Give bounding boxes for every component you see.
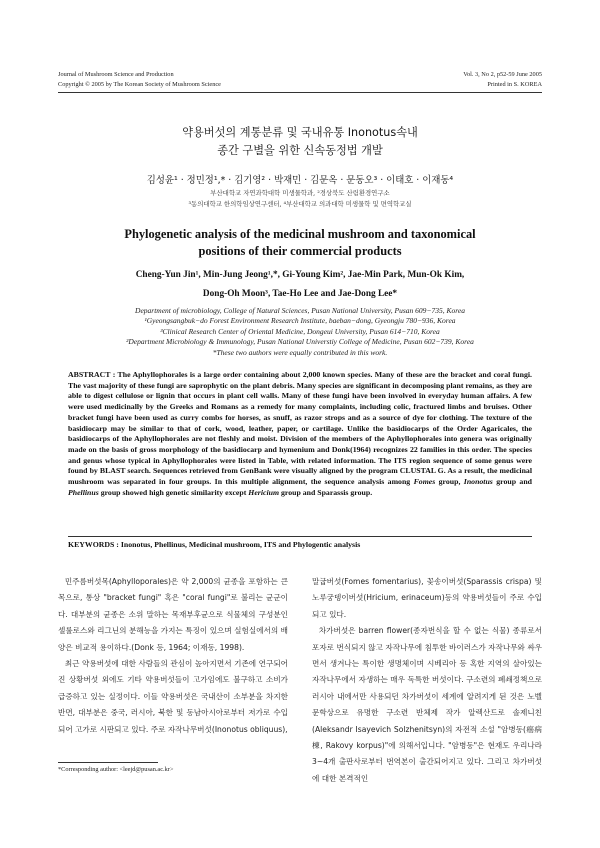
english-authors-line1: Cheng-Yun Jin¹, Min-Jung Jeong¹,*, Gi-Young Kim², Jae-Min Park, Mun-Ok Kim, [135,270,465,280]
body-paragraph: 최근 약용버섯에 대한 사람들의 관심이 높아지면서 기존에 연구되어진 상황버섯 외에도 기타 약용버섯들이 고가임에도 불구하고 소비가 급증하고 있는 실정이다. 이들 약용버섯은 국내산이 소부분을 차지한 반면, 대부분은 중국, 러시아, 북한 및 동남아시아로부터 저가로 수입되어 고가로 시판되고 있다. 주로 자작나무버섯(Inonotus obliquus), [58,659,288,734]
english-title-line1: Phylogenetic analysis of the medicinal mushroom and taxonomical [124,227,476,241]
copyright-line: Copyright © 2005 by The Korean Society of Mushroom Science [58,80,221,88]
abstract-text-2: group, [435,477,464,487]
english-title [70,226,530,260]
english-affil-line4: ²Department Microbiology & Immunology, Pusan National Universtiy College of Medicine, Pusan 602−739, Korea [126,337,474,347]
corresponding-author-footnote: *Corresponding author: <leejd@pusan.ac.kr> [58,766,174,773]
printed-in: Printed in S. KOREA [487,80,542,88]
english-affiliations [60,306,540,358]
abstract-text-4: group showed high genetic similarity except [98,487,249,497]
english-affil-line5: *These two authors were equally contributed in this work. [212,347,388,357]
english-affil-line3: ³Clinical Research Center of Oriental Medicine, Dongeui University, Pusan 614−710, Korea [160,326,440,336]
english-affil-line1: Department of microbiology, College of Natural Sciences, Pusan National University, Pusan 609−735, Korea [135,306,465,315]
english-authors [60,266,540,304]
body-paragraph: 말굽버섯(Fomes fomentarius), 꽃송이버섯(Sparassis crispa) 및 노루궁뎅이버섯(Hricium, erinaceum)등의 약용버섯들이 주로 수입되고 있다. [312,577,542,619]
abstract-text-3: group and [492,477,532,487]
journal-header-right [463,70,542,89]
abstract-hericium: Hericium [248,487,280,497]
body-column-left [58,574,288,738]
journal-header-left [58,70,221,89]
english-affil-line2: ¹Gyeongsangbuk−do Forest Environment Research Institute, baeban−dong, Gyeongju 780−936, Korea [144,316,456,326]
abstract [68,370,532,498]
volume-info: Vol. 3, No 2, p52-59 June 2005 [463,71,542,78]
keywords: KEYWORDS : Inonotus, Phellinus, Medicinal mushroom, ITS and Phylogentic analysis [68,536,532,549]
footnote-divider [58,762,158,763]
abstract-fomes: Fomes [413,477,436,487]
korean-authors: 김성윤¹ · 정민정¹,* · 김기영² · 박재민 · 김문옥 · 문동오³ · 이태호 · 이재동⁴ [146,175,454,186]
korean-title-line2: 종간 구별을 위한 신속동정법 개발 [217,144,383,157]
korean-title-line1: 약용버섯의 계통분류 및 국내유통 Inonotus속내 [182,126,418,139]
english-title-line2: positions of their commercial products [198,244,402,258]
abstract-text-5: group and Sparassis group. [279,487,373,497]
abstract-label: ABSTRACT : [68,370,116,379]
korean-affiliations [60,188,540,210]
abstract-inonotus: Inonotus [463,477,493,487]
korean-affil-line1: 부산대학교 자연과학대학 미생물학과, ²경상북도 산림환경연구소 [210,189,390,197]
korean-title [80,124,520,160]
journal-name: Journal of Mushroom Science and Production [58,71,174,78]
body-paragraph: 차가버섯은 barren flower(종자번식을 할 수 없는 식물) 종류로서 포자로 번식되지 않고 자작나무에 침투한 바이러스가 자작나무와 싸우면서 생겨나는 특이한 생명체이며 시베리아 등 혹한 지역의 살아있는 자작나무에서 자생하는 매우 독특한 버섯이다. 구소련의 폐쇄정책으로 러시아 내에서만 사용되던 차가버섯이 세계에 알려지게 된 것은 노벨 문학상으로 유명한 구소련 반체제 작가 알렉산드로 솔제니친 (Aleksandr Isayevich Solzhenitsyn)의 자전적 소설 "암병동(癌病棟, Rakovy korpus)"에 의해서입니다. "암병동"은 현재도 우리나라 3~4개 출판사로부터 번역본이 출간되어지고 있다. 그리고 차가버섯에 대한 본격적인 [312,626,542,783]
header-divider [58,92,542,93]
body-column-right [312,574,542,787]
abstract-phellinus: Phellinus [68,487,99,497]
abstract-text: The Aphyllophorales is a large order containing about 2,000 known species. Many of these are the bracket and coral fungi. The vast majority of these fungi are saprophytic on the plant debris. Many species are significant in decomposing plant remains, as they are able to digest cellulose or lignin that occurs in plant cell walls. Many of these fungi have been involved in everyday human affairs. A few were used medicinally by the Greeks and Romans as a remedy for many complaints, including colic, fractured limbs and bruises. Other bracket fungi have been used as curry combs for horses, as snuff, as razor strops and as a source of dye for clothing. The texture of the basidiocarp may be similar to that of cork, wood, leather, paper, or cartilage. Unlike the basidiocarps of the Order Agaricales, the basidiocarps of the Aphyllophorales are not fleshly and moist. Division of the members of the Aphyllophorales into genera was originally made on the basis of gross morphology of the basidiocarp and hymenium and Donk(1964) recognizes 22 families in this order. The species and genus whose typical in Aphyllophorales were listed in Table, with related information. The ITS region sequence of some genus were found by BLAST search. Sequences retrieved from GenBank were visually aligned by the program CLUSTAL G. As a result, the medicinal mushroom was separated in four groups. In this multiple alignment, the sequence analysis among [68,370,532,487]
korean-affil-line2: ³동의대학교 한의학임상연구센터, ⁴부산대학교 의과대학 미생물학 및 면역학교실 [188,200,412,208]
body-paragraph: 민주름버섯목(Aphylloporales)은 약 2,000의 균종을 포함하는 큰 목으로, 통상 "bracket fungi" 혹은 "coral fungi"로 불리는 균군이다. 대부분의 균종은 소위 말하는 목재부후균으로 식물체의 구성분인 셀룰로스와 리그닌의 분해능을 가지는 특징이 있으며 실험실에서의 배양은 비교적 용이하다.(Donk 등, 1964; 이재동, 1998). [58,577,288,652]
english-authors-line2: Dong-Oh Moon³, Tae-Ho Lee and Jae-Dong Lee* [202,289,398,299]
